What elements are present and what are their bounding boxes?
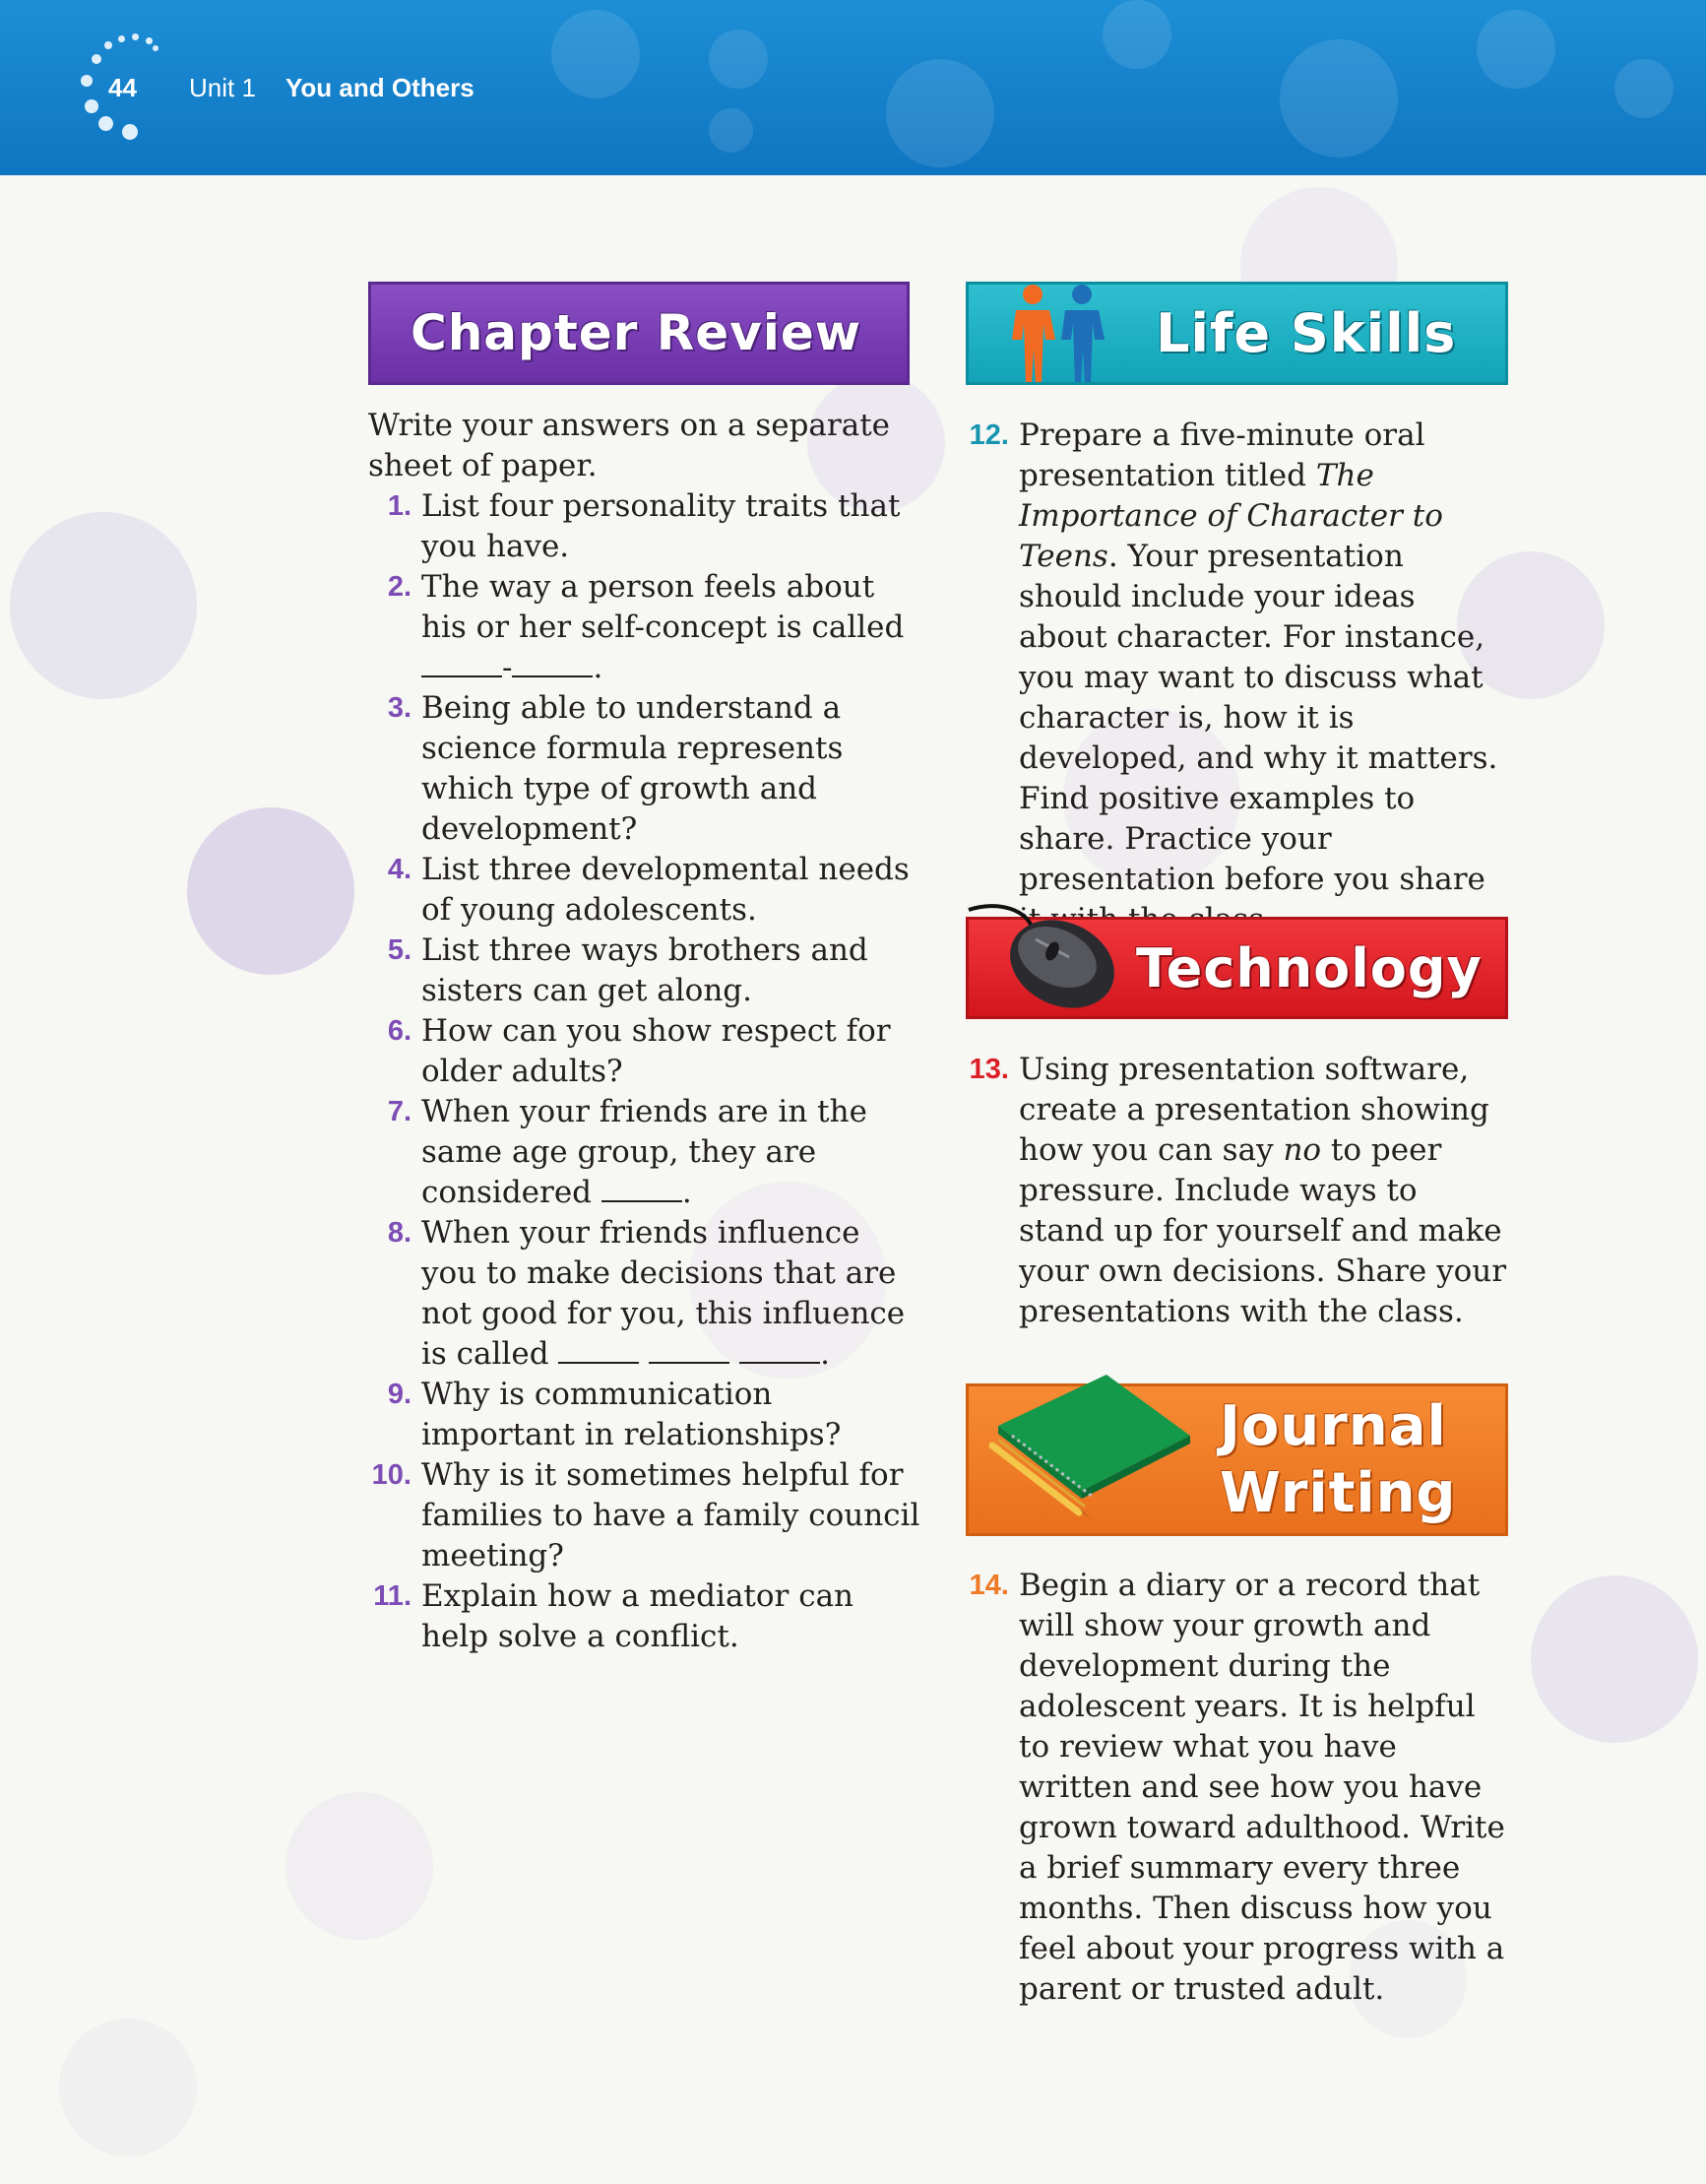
question-number: 9.: [387, 1379, 411, 1410]
list-item: [362, 1375, 923, 1455]
chapter-review-intro: Write your answers on a separate sheet of paper.: [368, 408, 890, 483]
activity-number: 13.: [969, 1054, 1009, 1085]
question-text: How can you show respect for older adults?: [421, 1013, 891, 1089]
question-text: Explain how a mediator can help solve a conflict.: [421, 1578, 854, 1654]
journal-writing-banner: [966, 1383, 1508, 1536]
header-bubble: [551, 10, 640, 98]
life-skills-title: Life Skills: [1156, 302, 1457, 364]
list-item: [362, 1213, 923, 1375]
computer-mouse-icon: [959, 890, 1126, 1018]
answer-blank: [421, 652, 502, 677]
background-bubble: [285, 1792, 433, 1940]
list-item: [362, 1011, 923, 1092]
question-number: 10.: [371, 1459, 411, 1491]
question-number: 2.: [387, 571, 411, 603]
page-number: 44: [108, 73, 137, 102]
background-bubble: [1531, 1575, 1698, 1743]
list-item: [362, 931, 923, 1011]
header-bubble: [886, 59, 994, 167]
background-bubble: [10, 512, 197, 699]
list-item: [362, 1576, 923, 1657]
list-item: [362, 688, 923, 850]
question-text: List three developmental needs of young adolescents.: [421, 852, 910, 928]
emphasis-word: no: [1283, 1132, 1322, 1168]
unit-title: You and Others: [285, 73, 474, 102]
answer-blank: [739, 1338, 820, 1364]
activity-text: Prepare a five-minute oral presentation titled The Importance of Character to Teens. Your presentation should include your ideas about character. For instance, you may want to discuss what character is, how it is developed, and why it matters. Find positive examples to share. Practice your presentation before you share: [1019, 418, 1498, 897]
answer-blank: [558, 1338, 639, 1364]
list-item: [362, 1455, 923, 1576]
header-bubble: [1280, 39, 1398, 158]
chapter-review-questions: [362, 486, 923, 1657]
list-item: [960, 416, 1511, 940]
background-bubble: [59, 2019, 197, 2156]
journal-title-line1: Journal: [1220, 1394, 1447, 1458]
life-skills-banner: [966, 282, 1508, 385]
list-item: [960, 1050, 1511, 1332]
question-number: 4.: [387, 854, 411, 885]
list-item: [362, 850, 923, 931]
page-header: [0, 0, 1706, 175]
question-number: 7.: [387, 1096, 411, 1127]
people-icon: [998, 282, 1116, 384]
header-bubble: [1477, 10, 1555, 89]
question-number: 8.: [387, 1217, 411, 1249]
answer-blank: [649, 1338, 729, 1364]
unit-label: Unit 1: [189, 73, 256, 102]
notebook-pencil-icon: [979, 1365, 1205, 1522]
life-skills-activity: [960, 416, 1511, 940]
activity-text: Begin a diary or a record that will show your growth and development during the adolescent years. It is helpful to review what you have written and see how you have grown toward adulthood. Write a brief summary every three months. Then discuss how you feel about your progress with a parent or trusted adult.: [1019, 1568, 1505, 2007]
journal-title-line2: Writing: [1220, 1461, 1457, 1525]
header-bubble: [1614, 59, 1674, 118]
chapter-review-banner: [368, 282, 910, 385]
list-item: [362, 486, 923, 567]
question-text: List four personality traits that you have.: [421, 488, 901, 564]
chapter-review-title: Chapter Review: [411, 304, 861, 361]
technology-title: Technology: [1136, 937, 1483, 999]
header-bubble: [709, 30, 768, 89]
activity-text: Using presentation software, create a presentation showing how you can say no to peer pressure. Include ways to stand up for yourself and make your own decisions. Share your presentations with the class.: [1019, 1052, 1507, 1329]
list-item: [362, 567, 923, 688]
background-bubble: [187, 807, 354, 975]
question-text: When your friends are in the same age group, they are considered .: [421, 1094, 867, 1210]
question-number: 3.: [387, 692, 411, 724]
question-text: Why is communication important in relationships?: [421, 1377, 842, 1452]
activity-number: 14.: [969, 1570, 1009, 1601]
activity-number: 12.: [969, 419, 1009, 451]
journal-writing-activity: [960, 1566, 1511, 2010]
header-bubble: [1103, 0, 1171, 69]
question-number: 5.: [387, 934, 411, 966]
technology-activity: [960, 1050, 1511, 1332]
question-number: 11.: [373, 1580, 411, 1612]
question-text: The way a person feels about his or her self-concept is called - .: [421, 569, 905, 685]
question-number: 6.: [387, 1015, 411, 1047]
question-text: Being able to understand a science formula represents which type of growth and development?: [421, 690, 844, 847]
list-item: [362, 1092, 923, 1213]
question-number: 1.: [387, 490, 411, 522]
question-text: List three ways brothers and sisters can get along.: [421, 932, 868, 1008]
list-item: [960, 1566, 1511, 2010]
question-text: When your friends influence you to make decisions that are not good for you, this influence is called .: [421, 1215, 906, 1372]
answer-blank: [512, 652, 593, 677]
header-bubble: [709, 108, 753, 153]
answer-blank: [601, 1177, 682, 1202]
technology-banner: [966, 917, 1508, 1019]
presentation-title: The Importance of Character to Teens: [1019, 458, 1443, 574]
question-text: Why is it sometimes helpful for families to have a family council meeting?: [421, 1457, 920, 1574]
